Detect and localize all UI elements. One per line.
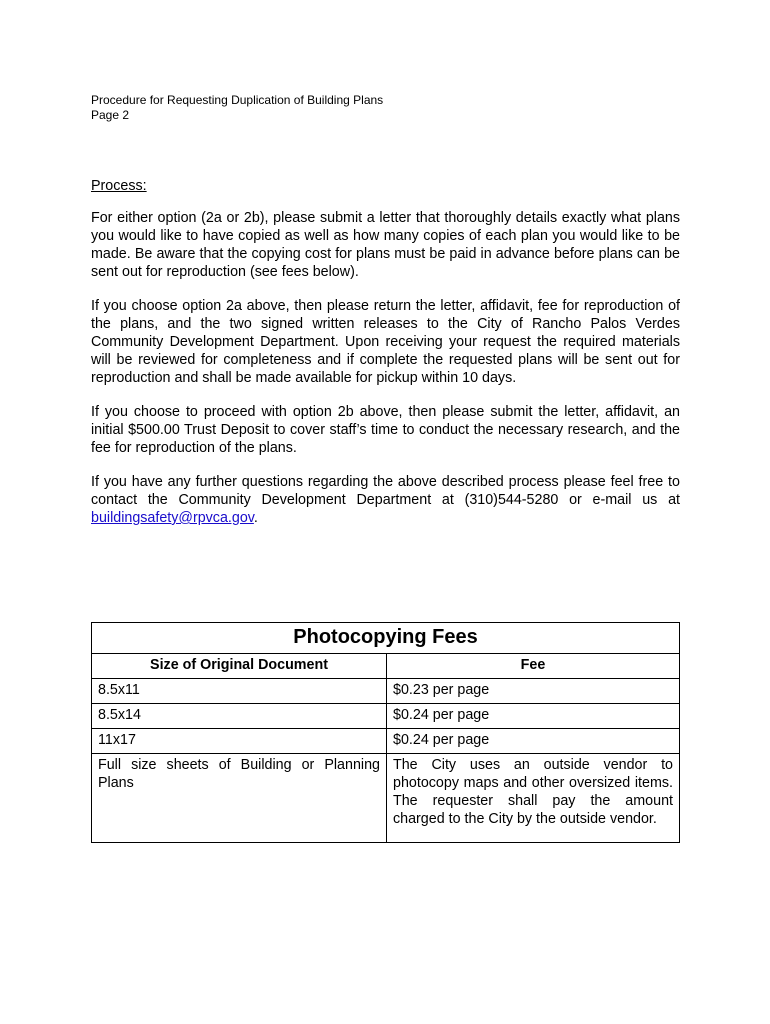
paragraph-option-2a: If you choose option 2a above, then please return the letter, affidavit, fee for reproduction of the plans, and the two signed written releases to the City of Rancho Palos Verdes Community Development Department. Upon receiving your request the required materials will be reviewed for completeness and if complete the requested plans will be sent out for reproduction and shall be made available for pickup within 10 days. bbox=[91, 298, 680, 386]
document-header bbox=[91, 93, 383, 123]
paragraph-contact bbox=[91, 473, 680, 527]
fee-cell: $0.24 per page bbox=[387, 704, 680, 729]
table-row bbox=[92, 754, 680, 843]
fee-cell: The City uses an outside vendor to photocopy maps and other oversized items. The requester shall pay the amount charged to the City by the outside vendor. bbox=[387, 754, 680, 843]
header-title: Procedure for Requesting Duplication of Building Plans bbox=[91, 93, 384, 107]
size-cell: Full size sheets of Building or Planning Plans bbox=[92, 754, 387, 843]
table-row bbox=[92, 729, 680, 754]
section-title: Process: bbox=[91, 178, 147, 194]
paragraph-option-2b: If you choose to proceed with option 2b above, then please submit the letter, affidavit, an initial $500.00 Trust Deposit to cover staff’s time to conduct the necessary research, and the fee for reproduction of the plans. bbox=[91, 404, 680, 456]
contact-period: . bbox=[253, 510, 258, 526]
column-header-size: Size of Original Document bbox=[92, 654, 387, 679]
email-link[interactable]: buildingsafety@rpvca.gov bbox=[91, 510, 254, 526]
table-row bbox=[92, 704, 680, 729]
document-body bbox=[91, 177, 680, 543]
paragraph-request-letter: For either option (2a or 2b), please submit a letter that thoroughly details exactly what plans you would like to have copied as well as how many copies of each plan you would like to be made. Be aware that the copying cost for plans must be paid in advance before plans can be sent out for reproduction (see fees below). bbox=[91, 210, 680, 280]
fees-table-title: Photocopying Fees bbox=[92, 623, 680, 654]
size-cell: 8.5x14 bbox=[92, 704, 387, 729]
table-row bbox=[92, 679, 680, 704]
contact-text: If you have any further questions regarding the above described process please feel free to contact the Community Development Department at (310)544-5280 or e-mail us at bbox=[91, 474, 680, 508]
size-cell: 11x17 bbox=[92, 729, 387, 754]
fee-cell: $0.23 per page bbox=[387, 679, 680, 704]
page-number: Page 2 bbox=[91, 108, 130, 122]
photocopying-fees-table bbox=[91, 622, 680, 843]
column-header-fee: Fee bbox=[387, 654, 680, 679]
size-cell: 8.5x11 bbox=[92, 679, 387, 704]
fee-cell: $0.24 per page bbox=[387, 729, 680, 754]
